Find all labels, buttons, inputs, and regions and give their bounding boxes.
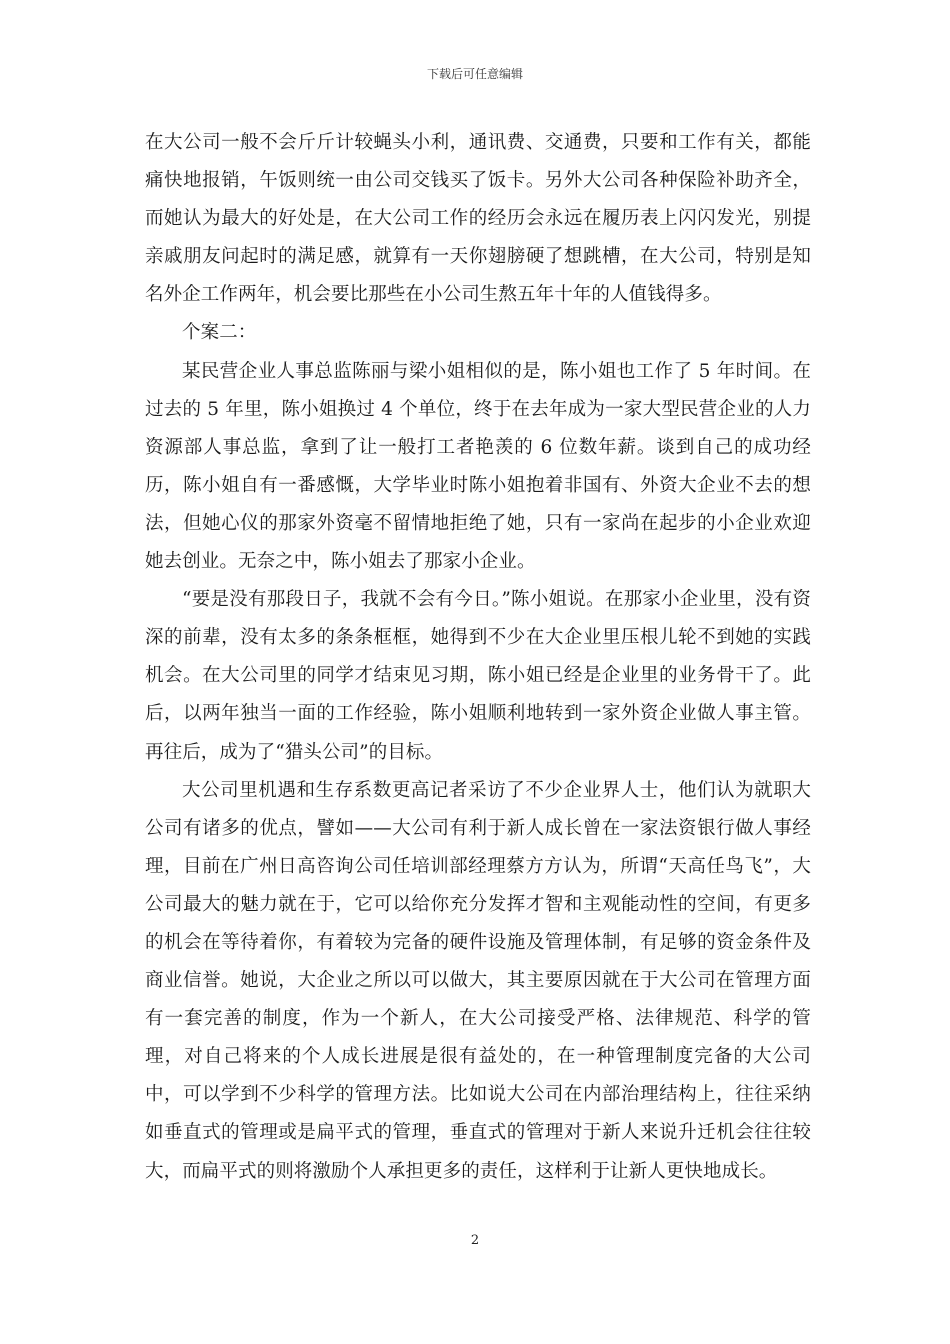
page-header: 下载后可任意编辑 [426,67,523,81]
document-body [145,124,811,1191]
paragraph-continuation: 在大公司一般不会斤斤计较蝇头小利，通讯费、交通费，只要和工作有关，都能痛快地报销，午饭则统一由公司交钱买了饭卡。另外大公司各种保险补助齐全，而她认为最大的好处是，在大公司工作的经历会永远在履历表上闪闪发光，别提亲戚朋友问起时的满足感，就算有一天你翅膀硬了想跳槽，在大公司，特别是知名外企工作两年，机会要比那些在小公司生熬五年十年的人值钱得多。 [145,132,811,306]
page-number: 2 [470,1233,480,1248]
case-heading: 个案二： [182,322,257,344]
paragraph-case-two: 某民营企业人事总监陈丽与梁小姐相似的是，陈小姐也工作了 5 年时间。在过去的 5 年里，陈小姐换过 4 个单位，终于在去年成为一家大型民营企业的人力资源部人事总监，拿到了让一般打工者艳羡的 6 位数年薪。谈到自己的成功经历，陈小姐自有一番感慨，大学毕业时陈小姐抱着非国有、外资大企业不去的想法，但她心仪的那家外资毫不留情地拒绝了她，只有一家尚在起步的小企业欢迎她去创业。无奈之中，陈小姐去了那家小企业。 [145,360,811,573]
paragraph-quote: “要是没有那段日子，我就不会有今日。”陈小姐说。在那家小企业里，没有资深的前辈，没有太多的条条框框，她得到不少在大企业里压根儿轮不到她的实践机会。在大公司里的同学才结束见习期，陈小姐已经是企业里的业务骨干了。此后，以两年独当一面的工作经验，陈小姐顺利地转到一家外资企业做人事主管。再往后，成为了“猎头公司”的目标。 [145,589,811,763]
paragraph-large-company: 大公司里机遇和生存系数更高记者采访了不少企业界人士，他们认为就职大公司有诸多的优点，譬如——大公司有利于新人成长曾在一家法资银行做人事经理，目前在广州日高咨询公司任培训部经理蔡方方认为，所谓“天高任鸟飞”，大公司最大的魅力就在于，它可以给你充分发挥才智和主观能动性的空间，有更多的机会在等待着你，有着较为完备的硬件设施及管理体制，有足够的资金条件及商业信誉。她说，大企业之所以可以做大，其主要原因就在于大公司在管理方面有一套完善的制度，作为一个新人，在大公司接受严格、法律规范、科学的管理，对自己将来的个人成长进展是很有益处的，在一种管理制度完备的大公司中，可以学到不少科学的管理方法。比如说大公司在内部治理结构上，往往采纳如垂直式的管理或是扁平式的管理，垂直式的管理对于新人来说升迁机会往往较大，而扁平式的则将激励个人承担更多的责任，这样利于让新人更快地成长。 [145,779,811,1182]
